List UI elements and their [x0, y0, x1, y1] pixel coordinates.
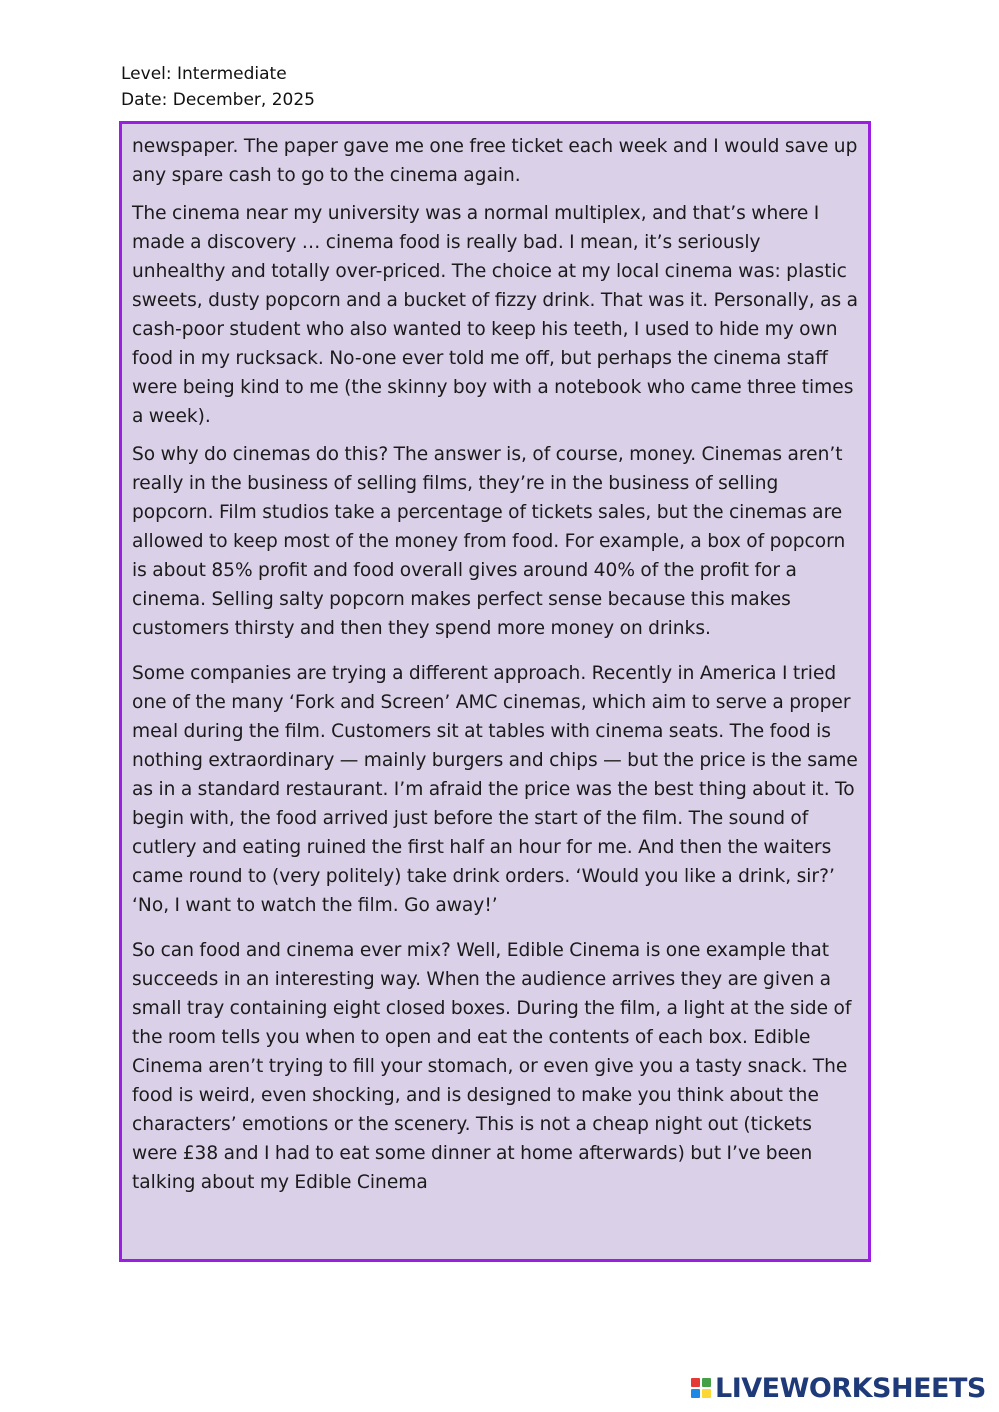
paragraph-5: So can food and cinema ever mix? Well, Edible Cinema is one example that succeeds in an interesting way. When the audience arrives they are given a small tray containing eight closed boxes. During the film, a light at the side of the room tells you when to open and eat the contents of each box. Edible Cinema aren’t trying to fill your stomach, or even give you a tasty snack. The food is weird, even shocking, and is designed to make you think about the characters’ emotions or the scenery. This is not a cheap night out (tickets were £38 and I had to eat some dinner at home afterwards) but I’ve been talking about my Edible Cinema [132, 940, 852, 1193]
paragraph-1: newspaper. The paper gave me one free ticket each week and I would save up any spare cash to go to the cinema again. [132, 136, 858, 186]
logo-square-yellow [702, 1389, 711, 1398]
liveworksheets-brand [691, 1371, 986, 1405]
header-meta [121, 61, 315, 113]
date-label: Date: December, 2025 [121, 90, 315, 110]
brand-name: LIVEWORKSHEETS [715, 1372, 986, 1404]
paragraph-3: So why do cinemas do this? The answer is, of course, money. Cinemas aren’t really in the business of selling films, they’re in the business of selling popcorn. Film studios take a percentage of tickets sales, but the cinemas are allowed to keep most of the money from food. For example, a box of popcorn is about 85% profit and food overall gives around 40% of the profit for a cinema. Selling salty popcorn makes perfect sense because this makes customers thirsty and then they spend more money on drinks. [132, 444, 846, 639]
logo-square-green [702, 1378, 711, 1387]
paragraph-2: The cinema near my university was a normal multiplex, and that’s where I made a discovery … cinema food is really bad. I mean, it’s seriously unhealthy and totally over-priced. The choice at my local cinema was: plastic sweets, dusty popcorn and a bucket of fizzy drink. That was it. Personally, as a cash-poor student who also wanted to keep his teeth, I used to hide my own food in my rucksack. No-one ever told me off, but perhaps the cinema staff were being kind to me (the skinny boy with a notebook who came three times a week). [132, 203, 858, 427]
reading-text-box [119, 121, 871, 1262]
logo-square-red [691, 1378, 700, 1387]
paragraph-4: Some companies are trying a different approach. Recently in America I tried one of the many ‘Fork and Screen’ AMC cinemas, which aim to serve a proper meal during the film. Customers sit at tables with cinema seats. The food is nothing extraordinary — mainly burgers and chips — but the price is the same as in a standard restaurant. I’m afraid the price was the best thing about it. To begin with, the food arrived just before the start of the film. The sound of cutlery and eating ruined the first half an hour for me. And then the waiters came round to (very politely) take drink orders. ‘Would you like a drink, sir?’ ‘No, I want to watch the film. Go away!’ [132, 663, 858, 916]
liveworksheets-logo-icon [691, 1378, 711, 1398]
level-label: Level: Intermediate [121, 64, 287, 84]
logo-square-blue [691, 1389, 700, 1398]
